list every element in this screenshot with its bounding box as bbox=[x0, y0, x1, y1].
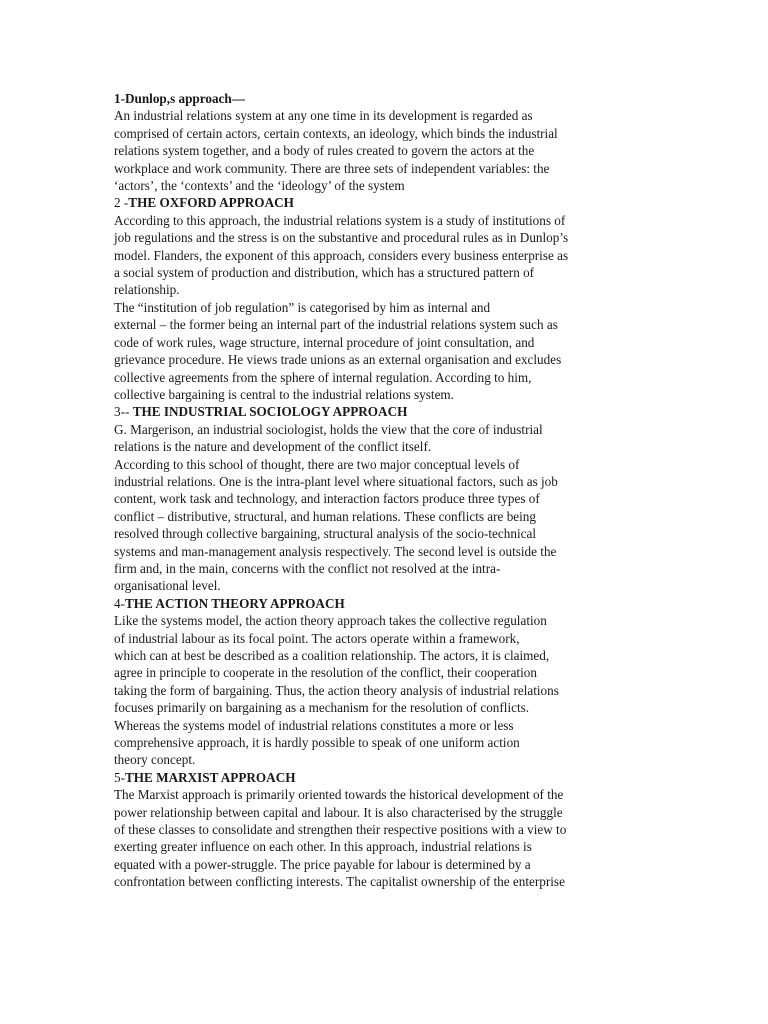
paragraph-line: agree in principle to cooperate in the resolution of the conflict, their cooperation bbox=[114, 665, 537, 681]
paragraph-line: comprised of certain actors, certain contexts, an ideology, which binds the industrial bbox=[114, 125, 558, 141]
paragraph-line: relations system together, and a body of rules created to govern the actors at the bbox=[114, 143, 535, 159]
paragraph-line: collective bargaining is central to the industrial relations system. bbox=[114, 386, 454, 402]
paragraph-line: systems and man-management analysis respectively. The second level is outside the bbox=[114, 543, 557, 559]
paragraph-line: The “institution of job regulation” is categorised by him as internal and bbox=[114, 299, 491, 315]
paragraph-line: power relationship between capital and labour. It is also characterised by the struggle bbox=[114, 804, 563, 820]
section-action-theory bbox=[114, 595, 634, 769]
paragraph-line: The Marxist approach is primarily oriented towards the historical development of the bbox=[114, 787, 564, 803]
paragraph-line: comprehensive approach, it is hardly possible to speak of one uniform action bbox=[114, 735, 520, 751]
paragraph-line: Like the systems model, the action theory approach takes the collective regulation bbox=[114, 613, 547, 629]
paragraph-line: resolved through collective bargaining, structural analysis of the socio-technical bbox=[114, 526, 536, 542]
paragraph-line: theory concept. bbox=[114, 752, 196, 768]
document-body bbox=[114, 90, 634, 891]
section-heading: 5-THE MARXIST APPROACH bbox=[114, 769, 296, 785]
paragraph-line: According to this approach, the industrial relations system is a study of institutions of bbox=[114, 212, 566, 228]
paragraph-line: conflict – distributive, structural, and human relations. These conflicts are being bbox=[114, 508, 536, 524]
section-heading: 2 -THE OXFORD APPROACH bbox=[114, 195, 294, 211]
paragraph-line: a social system of production and distribution, which has a structured pattern of bbox=[114, 265, 535, 281]
paragraph-line: relationship. bbox=[114, 282, 180, 298]
section-oxford bbox=[114, 194, 634, 403]
paragraph-line: of industrial labour as its focal point. The actors operate within a framework, bbox=[114, 630, 520, 646]
paragraph-line: organisational level. bbox=[114, 578, 221, 594]
paragraph-line: ‘actors’, the ‘contexts’ and the ‘ideology’ of the system bbox=[114, 178, 405, 194]
paragraph-line: code of work rules, wage structure, internal procedure of joint consultation, and bbox=[114, 334, 535, 350]
paragraph-line: Whereas the systems model of industrial relations constitutes a more or less bbox=[114, 717, 514, 733]
section-heading: 1-Dunlop,s approach— bbox=[114, 91, 245, 106]
paragraph-line: job regulations and the stress is on the substantive and procedural rules as in Dunlop’s bbox=[114, 230, 569, 246]
section-heading: 4-THE ACTION THEORY APPROACH bbox=[114, 595, 345, 611]
paragraph-line: firm and, in the main, concerns with the conflict not resolved at the intra- bbox=[114, 560, 501, 576]
paragraph-line: G. Margerison, an industrial sociologist, holds the view that the core of industrial bbox=[114, 421, 543, 437]
paragraph-line: collective agreements from the sphere of internal regulation. According to him, bbox=[114, 369, 532, 385]
paragraph-line: external – the former being an internal part of the industrial relations system such as bbox=[114, 317, 558, 333]
paragraph-line: An industrial relations system at any one time in its development is regarded as bbox=[114, 108, 533, 124]
paragraph-line: content, work task and technology, and interaction factors produce three types of bbox=[114, 491, 540, 507]
paragraph-line: of these classes to consolidate and strengthen their respective positions with a view to bbox=[114, 822, 567, 838]
paragraph-line: workplace and work community. There are three sets of independent variables: the bbox=[114, 160, 550, 176]
paragraph-line: grievance procedure. He views trade unions as an external organisation and excludes bbox=[114, 352, 562, 368]
paragraph-line: According to this school of thought, there are two major conceptual levels of bbox=[114, 456, 520, 472]
section-dunlop bbox=[114, 90, 634, 194]
section-marxist bbox=[114, 769, 634, 891]
paragraph-line: relations is the nature and development of the conflict itself. bbox=[114, 439, 432, 455]
paragraph-line: model. Flanders, the exponent of this approach, considers every business enterprise as bbox=[114, 247, 569, 263]
paragraph-line: equated with a power-struggle. The price payable for labour is determined by a bbox=[114, 856, 531, 872]
paragraph-line: taking the form of bargaining. Thus, the action theory analysis of industrial relations bbox=[114, 682, 559, 698]
section-heading: 3-- THE INDUSTRIAL SOCIOLOGY APPROACH bbox=[114, 404, 408, 420]
paragraph-line: industrial relations. One is the intra-plant level where situational factors, such as job bbox=[114, 473, 558, 489]
paragraph-line: focuses primarily on bargaining as a mechanism for the resolution of conflicts. bbox=[114, 700, 530, 716]
section-industrial-sociology bbox=[114, 403, 634, 594]
paragraph-line: exerting greater influence on each other. In this approach, industrial relations is bbox=[114, 839, 532, 855]
paragraph-line: which can at best be described as a coalition relationship. The actors, it is claimed, bbox=[114, 648, 550, 663]
paragraph-line: confrontation between conflicting interests. The capitalist ownership of the enterprise bbox=[114, 874, 565, 890]
